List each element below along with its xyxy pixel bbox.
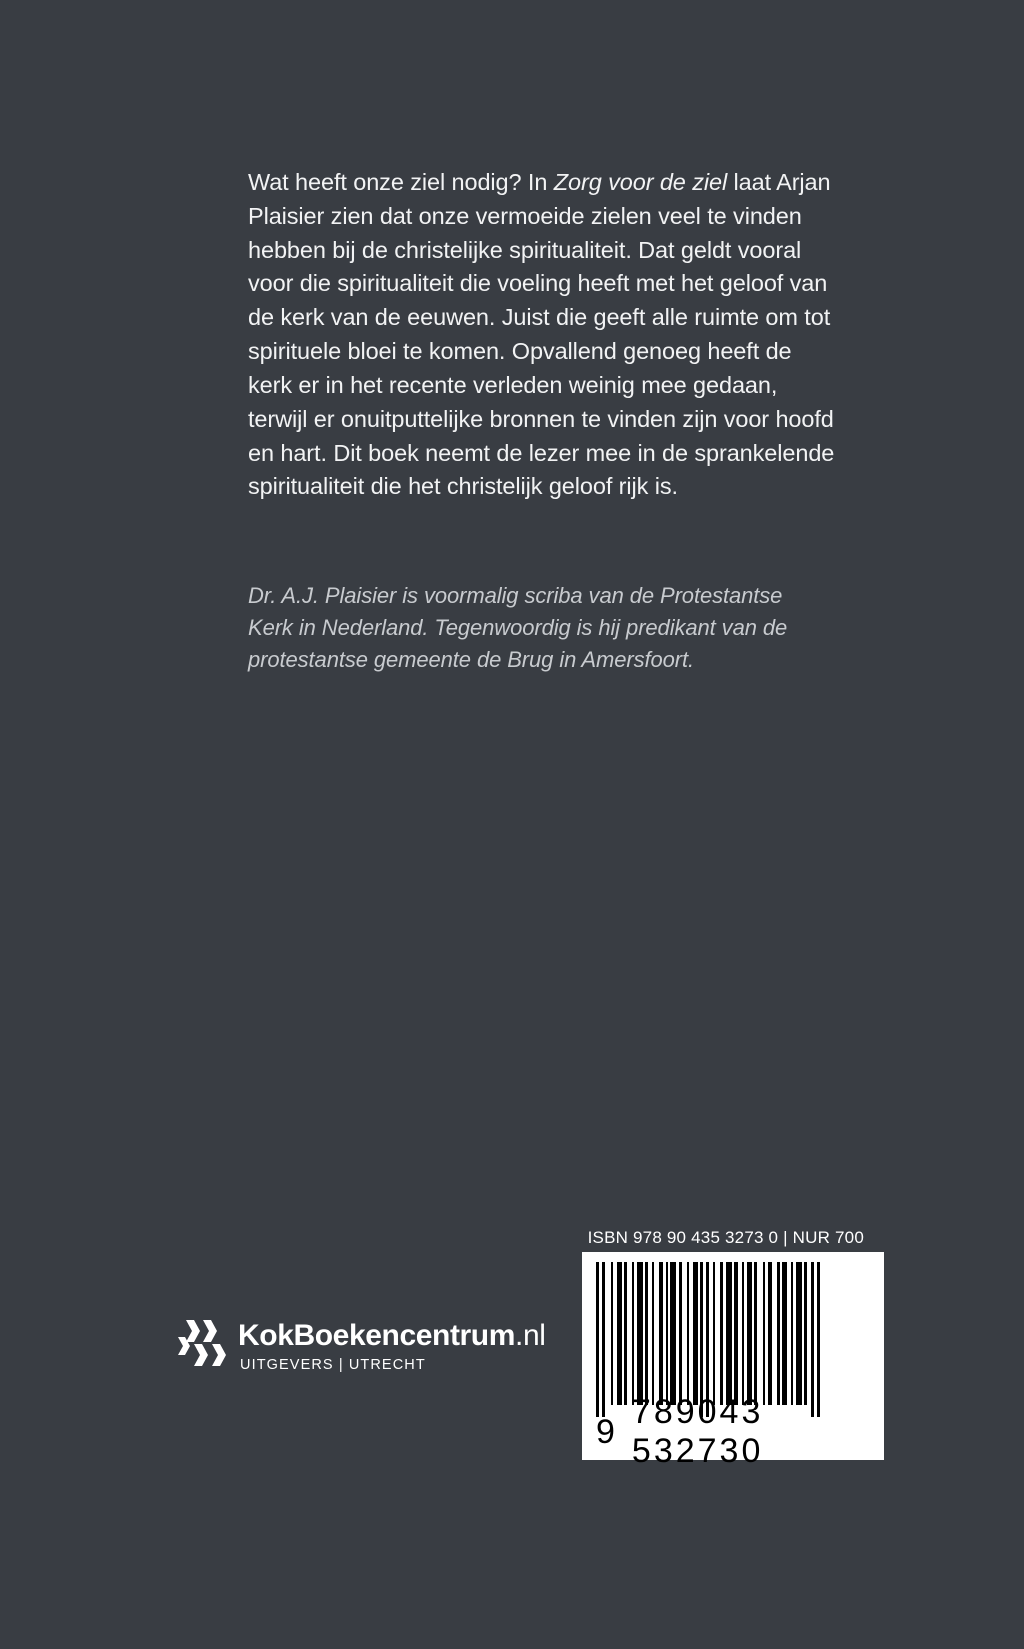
barcode-digits: [596, 1393, 870, 1470]
publisher-name: [238, 1319, 546, 1353]
publisher-logo: [176, 1315, 546, 1385]
blurb-title-italic: Zorg voor de ziel: [553, 169, 728, 195]
publisher-tagline: UITGEVERS | UTRECHT: [240, 1357, 426, 1373]
blurb-text: [248, 166, 838, 504]
kok-boekencentrum-mark-icon: [176, 1317, 228, 1373]
publisher-name-main: KokBoekencentrum: [238, 1319, 516, 1352]
publisher-name-suffix: .nl: [515, 1319, 546, 1352]
barcode: [582, 1252, 884, 1470]
author-bio: Dr. A.J. Plaisier is voormalig scriba van de Protestantse Kerk in Nederland. Tegenwoordig is hij predikant van de protestantse gemeente de Brug in Amersfoort.: [248, 583, 788, 673]
isbn-nur-line: ISBN 978 90 435 3273 0 | NUR 700: [587, 1228, 864, 1247]
blurb-segment-3: laat Arjan Plaisier zien dat onze vermoeide zielen veel te vinden hebben bij de christelijke spiritualiteit. Dat geldt vooral voor die spiritualiteit die voeling heeft met het geloof van de kerk van de eeuwen. Juist die geeft alle ruimte om tot spirituele bloei te komen. Opvallend genoeg heeft de kerk er in het recente verleden weinig mee gedaan, terwijl er onuitputtelijke bronnen te vinden zijn voor hoofd en hart. Dit boek neemt de lezer mee in de sprankelende spiritualiteit die het christelijk geloof rijk is.: [248, 169, 835, 500]
barcode-lead-digit: 9: [596, 1412, 618, 1451]
barcode-main-digits: 789043 532730: [631, 1393, 764, 1470]
blurb-segment-1: Wat heeft onze ziel nodig? In: [248, 169, 554, 195]
